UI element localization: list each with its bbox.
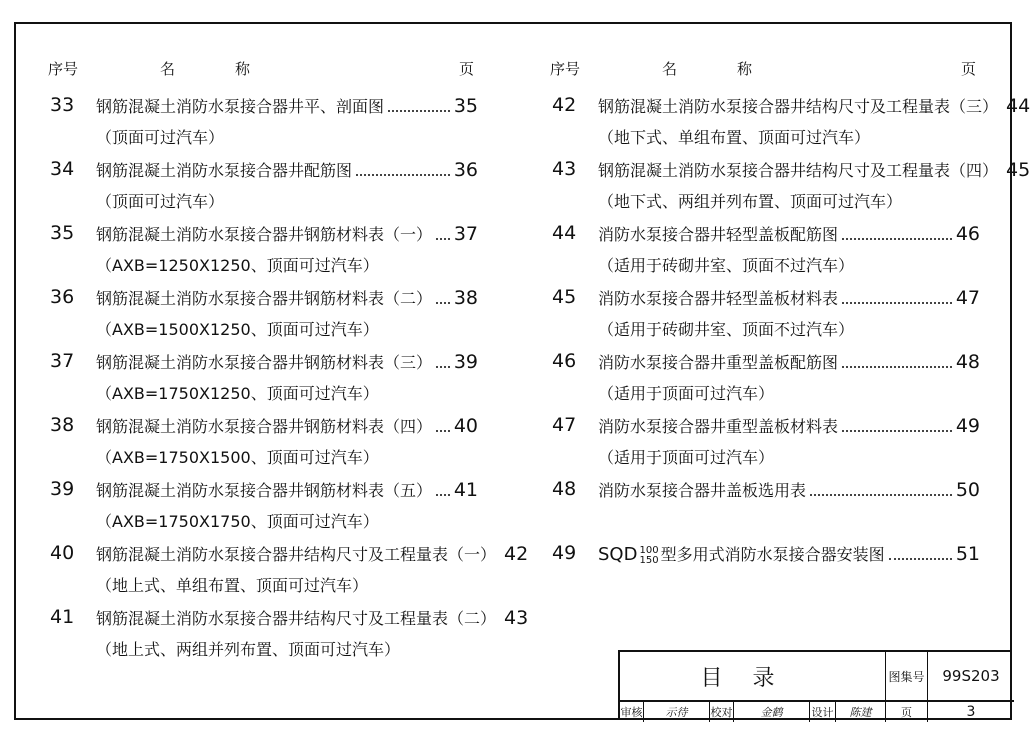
entry-subtitle: （AXB=1500X1250、顶面可过汽车） (96, 320, 379, 339)
entry-page: 51 (955, 543, 980, 565)
entry-number: 41 (50, 606, 75, 628)
toc-left-column (48, 58, 529, 664)
entry-title: 钢筋混凝土消防水泵接合器井结构尺寸及工程量表（二） (96, 609, 497, 628)
model-prefix: SQD (598, 544, 638, 565)
entry-number: 46 (552, 350, 577, 372)
entry-title-line (598, 414, 980, 440)
entry-subtitle: （AXB=1750X1750、顶面可过汽车） (96, 512, 379, 531)
toc-entry (550, 408, 980, 472)
entry-title-line (598, 222, 980, 248)
entry-page: 43 (504, 607, 529, 629)
entry-title: 钢筋混凝土消防水泵接合器井结构尺寸及工程量表（三） (598, 97, 999, 116)
fraction-bottom: 150 (639, 554, 659, 566)
entry-title: 消防水泵接合器井轻型盖板配筋图 (598, 225, 839, 244)
entry-subtitle: （适用于砖砌井室、顶面不过汽车） (598, 256, 855, 275)
entry-page: 42 (504, 543, 529, 565)
entry-page: 40 (453, 415, 478, 437)
entry-page: 49 (955, 415, 980, 437)
entry-number: 33 (50, 94, 75, 116)
toc-header-right (550, 58, 980, 88)
entry-title-line (598, 94, 1030, 120)
entry-subtitle: （地上式、单组布置、顶面可过汽车） (96, 576, 369, 595)
entry-number: 40 (50, 542, 75, 564)
entry-title: 消防水泵接合器井重型盖板材料表 (598, 417, 839, 436)
entry-page: 47 (955, 287, 980, 309)
entry-title (598, 542, 885, 566)
review-label: 审核 (620, 702, 644, 722)
entry-page: 38 (453, 287, 478, 309)
model-suffix: 型多用式消防水泵接合器安装图 (660, 545, 885, 564)
name-header: 名称 (160, 60, 311, 78)
entry-title-line (96, 606, 529, 632)
entry-title: 钢筋混凝土消防水泵接合器井结构尺寸及工程量表（四） (598, 161, 999, 180)
title-block (618, 650, 1012, 720)
entry-title: 钢筋混凝土消防水泵接合器井结构尺寸及工程量表（一） (96, 545, 497, 564)
fraction-top: 100 (639, 544, 659, 556)
entry-page: 41 (453, 479, 478, 501)
entry-page: 37 (453, 223, 478, 245)
entry-title-line (96, 94, 478, 120)
entry-title-line (598, 478, 980, 504)
entry-number: 49 (552, 542, 577, 564)
entry-page: 35 (453, 95, 478, 117)
entry-number: 45 (552, 286, 577, 308)
entry-title-line (96, 222, 478, 248)
entry-number: 48 (552, 478, 577, 500)
entry-number: 38 (50, 414, 75, 436)
entry-subtitle: （顶面可过汽车） (96, 128, 225, 147)
toc-entry (550, 344, 980, 408)
toc-entry (550, 280, 980, 344)
entry-subtitle: （顶面可过汽车） (96, 192, 225, 211)
entry-subtitle: （地下式、两组并列布置、顶面可过汽车） (598, 192, 903, 211)
leader-dots (388, 96, 450, 112)
entry-subtitle: （AXB=1250X1250、顶面可过汽车） (96, 256, 379, 275)
leader-dots (842, 352, 952, 368)
page-header: 页 (960, 60, 976, 78)
page-label: 页 (886, 702, 928, 722)
leader-dots (842, 288, 952, 304)
entry-title-line (598, 350, 980, 376)
entry-number: 43 (552, 158, 577, 180)
entry-number: 34 (50, 158, 75, 180)
leader-dots (889, 544, 952, 560)
toc-entry (550, 472, 980, 536)
entry-page: 46 (955, 223, 980, 245)
entry-subtitle: （适用于顶面可过汽车） (598, 384, 775, 403)
leader-dots (436, 288, 450, 304)
entry-subtitle: （适用于顶面可过汽车） (598, 448, 775, 467)
entry-title: 消防水泵接合器井盖板选用表 (598, 481, 807, 500)
toc-entry (550, 152, 1030, 216)
leader-dots (356, 160, 450, 176)
entry-number: 47 (552, 414, 577, 436)
entry-number: 37 (50, 350, 75, 372)
entry-title-line (598, 542, 980, 568)
entry-page: 44 (1006, 95, 1030, 117)
toc-right-list (550, 88, 1030, 536)
toc-entry (550, 88, 1030, 152)
page-value: 3 (966, 704, 976, 720)
toc-entry (550, 536, 980, 600)
signature-row (620, 700, 1014, 724)
entry-title-line (96, 158, 478, 184)
title-block-title: 目录 (620, 652, 886, 700)
entry-page: 50 (955, 479, 980, 501)
toc-entry (48, 344, 478, 408)
entry-number: 39 (50, 478, 75, 500)
design-label: 设计 (810, 702, 836, 722)
entry-page: 36 (453, 159, 478, 181)
entry-title: 钢筋混凝土消防水泵接合器井平、剖面图 (96, 97, 385, 116)
toc-entry (48, 152, 478, 216)
entry-title: 钢筋混凝土消防水泵接合器井配筋图 (96, 161, 353, 180)
entry-number: 36 (50, 286, 75, 308)
entry-title: 钢筋混凝土消防水泵接合器井钢筋材料表（五） (96, 481, 433, 500)
entry-number: 42 (552, 94, 577, 116)
toc-entry (48, 600, 529, 664)
no-header: 序号 (48, 60, 79, 78)
entry-title: 钢筋混凝土消防水泵接合器井钢筋材料表（一） (96, 225, 433, 244)
atlas-number-label: 图集号 (886, 652, 928, 700)
entry-page: 48 (955, 351, 980, 373)
model-fraction (639, 546, 658, 566)
leader-dots (436, 352, 450, 368)
leader-dots (810, 480, 952, 496)
entry-title-line (96, 286, 478, 312)
entry-subtitle: （地下式、单组布置、顶面可过汽车） (598, 128, 871, 147)
toc-entry (48, 536, 529, 600)
entry-page: 39 (453, 351, 478, 373)
leader-dots (436, 224, 450, 240)
leader-dots (842, 416, 952, 432)
entry-title-line (96, 350, 478, 376)
entry-title-line (96, 542, 529, 568)
entry-title: 消防水泵接合器井重型盖板配筋图 (598, 353, 839, 372)
entry-title: 消防水泵接合器井轻型盖板材料表 (598, 289, 839, 308)
review-signature: 示待 (644, 702, 710, 722)
design-signature: 陈建 (836, 702, 886, 722)
entry-title-line (96, 478, 478, 504)
entry-title-line (598, 286, 980, 312)
entry-subtitle: （AXB=1750X1250、顶面可过汽车） (96, 384, 379, 403)
leader-dots (842, 224, 952, 240)
toc-left-list (48, 88, 529, 664)
entry-page: 45 (1006, 159, 1030, 181)
toc-entry (48, 280, 478, 344)
entry-number: 44 (552, 222, 577, 244)
toc-entry (48, 88, 478, 152)
leader-dots (436, 416, 450, 432)
entry-title: 钢筋混凝土消防水泵接合器井钢筋材料表（三） (96, 353, 433, 372)
entry-title: 钢筋混凝土消防水泵接合器井钢筋材料表（四） (96, 417, 433, 436)
no-header: 序号 (550, 60, 581, 78)
leader-dots (436, 480, 450, 496)
check-signature: 金鹤 (734, 702, 810, 722)
check-label: 校对 (710, 702, 734, 722)
toc-entry (550, 216, 980, 280)
toc-right-column (550, 58, 1030, 600)
toc-header-left (48, 58, 478, 88)
entry-title-line (598, 158, 1030, 184)
entry-subtitle: （地上式、两组并列布置、顶面可过汽车） (96, 640, 401, 659)
toc-entry (48, 408, 478, 472)
entry-title: 钢筋混凝土消防水泵接合器井钢筋材料表（二） (96, 289, 433, 308)
entry-number: 35 (50, 222, 75, 244)
name-header: 名称 (662, 60, 813, 78)
atlas-number-value: 99S203 (942, 667, 1000, 685)
toc-entry (48, 216, 478, 280)
entry-subtitle: （适用于砖砌井室、顶面不过汽车） (598, 320, 855, 339)
entry-title-line (96, 414, 478, 440)
toc-entry (48, 472, 478, 536)
page-header: 页 (458, 60, 474, 78)
entry-subtitle: （AXB=1750X1500、顶面可过汽车） (96, 448, 379, 467)
